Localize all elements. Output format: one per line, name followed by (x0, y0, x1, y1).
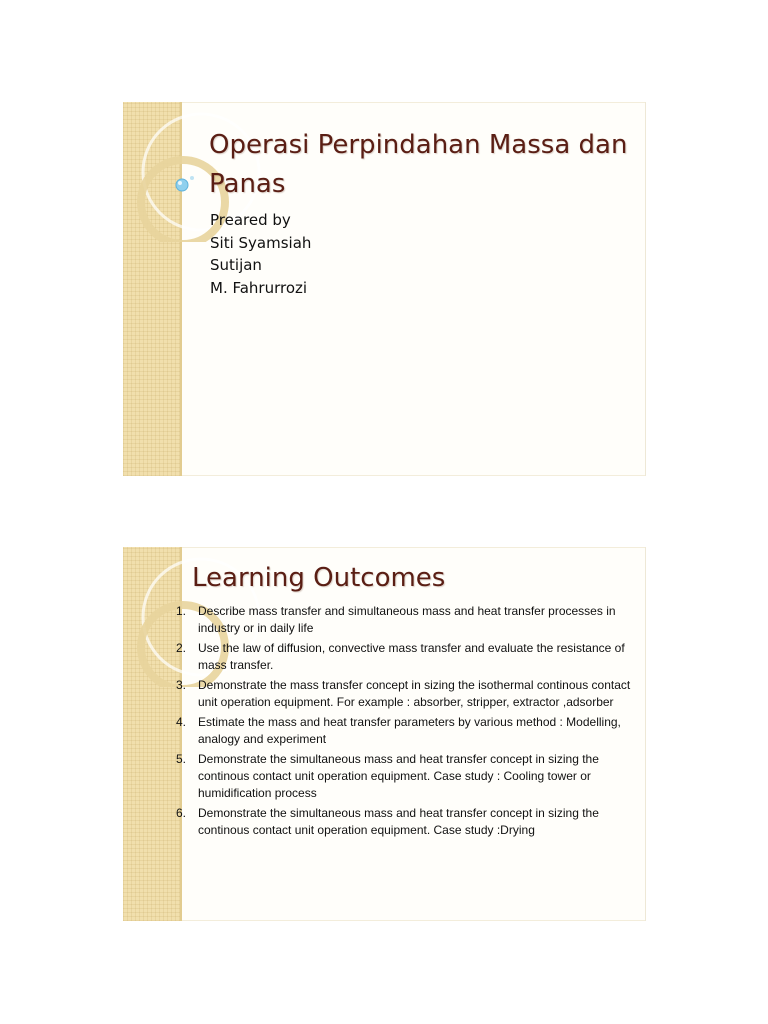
item-text: Demonstrate the simultaneous mass and heat transfer concept in sizing the continous contact unit operation equipment. Case study :Drying (198, 806, 599, 837)
author-line: Sutijan (210, 256, 262, 274)
item-number: 2. (176, 641, 187, 655)
item-number: 3. (176, 678, 187, 692)
author-line: Siti Syamsiah (210, 233, 312, 252)
item-text: Demonstrate the mass transfer concept in sizing the isothermal continous contact unit operation equipment. For example : absorber, stripper, extractor ,adsorber (198, 678, 631, 709)
author-line: M. Fahrurrozi (210, 278, 308, 297)
outcome-list (176, 603, 631, 842)
author-line: Preared by (210, 211, 291, 229)
item-number: 5. (176, 752, 187, 766)
list-item (176, 751, 631, 802)
item-number: 4. (176, 715, 187, 729)
slide-title: Operasi Perpindahan Massa dan Panas (209, 130, 628, 199)
author-list (210, 209, 311, 299)
slide-title-page (123, 102, 646, 476)
item-text: Demonstrate the simultaneous mass and heat transfer concept in sizing the continous contact unit operation equipment. Case study : Cooling tower or humidification process (198, 752, 599, 800)
list-item (176, 677, 631, 711)
item-number: 1. (176, 604, 187, 618)
slide-title: Learning Outcomes (192, 563, 446, 593)
item-text: Use the law of diffusion, convective mass transfer and evaluate the resistance of mass transfer. (198, 641, 625, 672)
list-item (176, 714, 631, 748)
item-number: 6. (176, 806, 187, 820)
item-text: Estimate the mass and heat transfer parameters by various method : Modelling, analogy and experiment (198, 715, 621, 746)
slide-learning-outcomes (123, 547, 646, 921)
list-item (176, 603, 631, 637)
item-text: Describe mass transfer and simultaneous mass and heat transfer processes in industry or in daily life (198, 604, 616, 635)
list-item (176, 805, 631, 839)
list-item (176, 640, 631, 674)
